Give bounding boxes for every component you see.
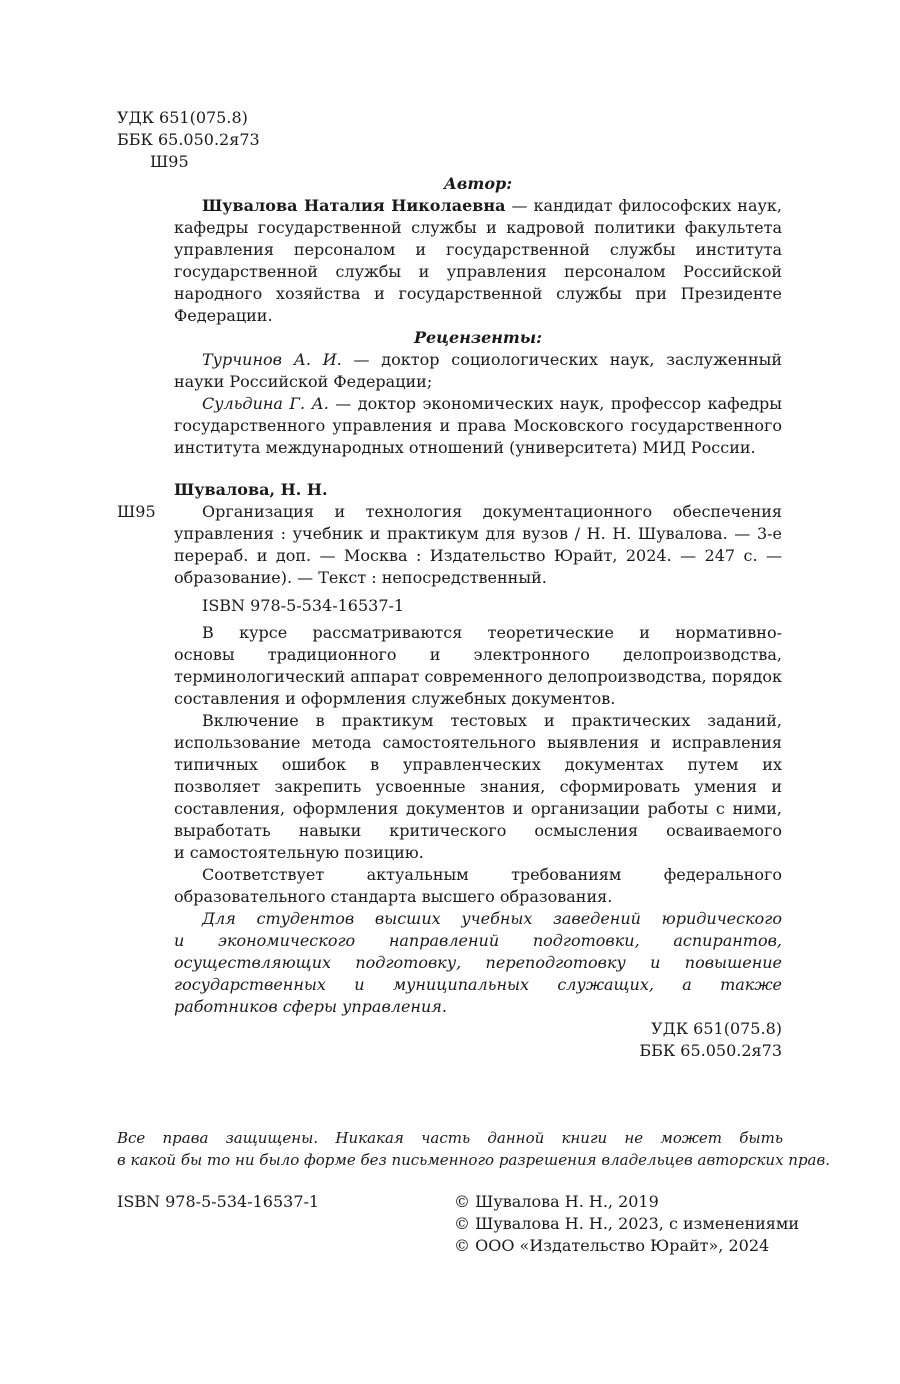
author-line: народного хозяйства и государственной службы при Президенте [174, 284, 782, 303]
bibliographic-mark: Ш95 [117, 502, 156, 521]
author-heading: Автор: [443, 174, 513, 193]
rights-notice: Все права защищены. Никакая часть данной книги не может быть в какой бы то ни было форме без письменного разрешения владельцев авторских прав. [117, 1129, 830, 1169]
author-line: государственной службы и управления персоналом Российской [174, 262, 782, 281]
author-line: управления персоналом и государственной службы института [174, 240, 782, 259]
author-line: кафедры государственной службы и кадровой политики факультета [174, 218, 782, 237]
reviewers-heading: Рецензенты: [413, 328, 543, 347]
author-description [174, 195, 782, 327]
annotation: В курсе рассматриваются теоретические и нормативно- основы традиционного и электронного делопроизводства, терминологический аппарат современного делопроизводства, порядок составления и оформления служебных документов. Включение в практикум тестовых и практических заданий, использование метода самостоятельного выявления и исправления типичных ошибок в управленческих документах путем их позволяет закрепить усвоенные знания, сформировать умения и составления, оформления документов и организации работы с ними, выработать навыки критического осмысления осваиваемого и самостоятельную позицию. Соответствует актуальным требованиям федерального образовательного стандарта высшего образования. Для студентов высших учебных заведений юридического и экономического направлений подготовки, аспирантов, осуществляющих подготовку, переподготовку и повышение государственных и муниципальных служащих, а также работников сферы управления. [174, 623, 782, 1016]
author-name: Шувалова Наталия Николаевна [202, 196, 506, 215]
footer-isbn: ISBN 978-5-534-16537-1 [117, 1192, 320, 1211]
author-line: Федерации. [174, 306, 273, 325]
annotation-bbk: ББК 65.050.2я73 [639, 1041, 782, 1060]
copyright-line: © Шувалова Н. Н., 2019 [454, 1192, 659, 1211]
author-line: Шувалова Наталия Николаевна — кандидат философских наук, [202, 196, 782, 215]
bibliographic-author: Шувалова, Н. Н. [174, 480, 328, 499]
bibliographic-isbn: ISBN 978-5-534-16537-1 [202, 596, 405, 615]
copyright-line: © Шувалова Н. Н., 2023, с изменениями [454, 1214, 799, 1233]
reviewer-2: Сульдина Г. А. — доктор экономических наук, профессор кафедры государственного управления и права Московского государственного института международных отношений (университета) МИД России. [174, 394, 782, 457]
bbk-code: ББК 65.050.2я73 [117, 130, 260, 149]
udk-code: УДК 651(075.8) [117, 108, 248, 127]
reviewer-1: Турчинов А. И. — доктор социологических наук, заслуженный науки Российской Федерации; [174, 350, 782, 391]
author-mark: Ш95 [150, 152, 189, 171]
copyright-line: © ООО «Издательство Юрайт», 2024 [454, 1236, 770, 1255]
annotation-udk: УДК 651(075.8) [651, 1019, 782, 1038]
bibliographic-description: Организация и технология документационного обеспечения управления : учебник и практикум для вузов / Н. Н. Шувалова. — 3-е перераб. и доп. — Москва : Издательство Юрайт, 2024. — 247 с. — образование). — Текст : непосредственный. [174, 502, 782, 587]
reviewer-2-name: Сульдина Г. А. [202, 394, 329, 413]
reviewer-1-name: Турчинов А. И. [202, 350, 342, 369]
